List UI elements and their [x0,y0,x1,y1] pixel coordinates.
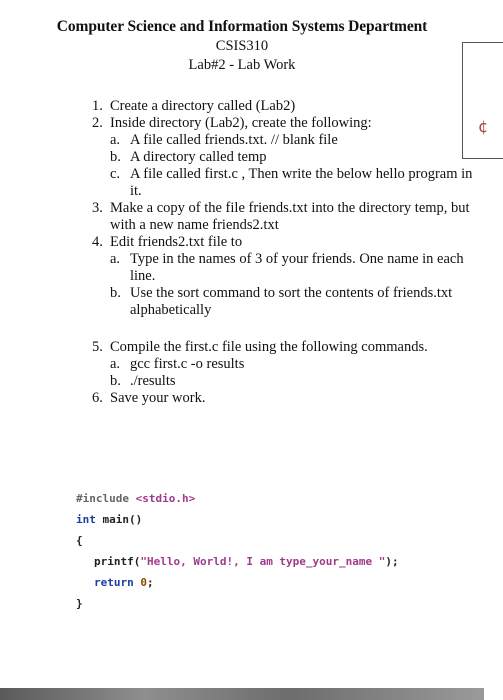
task-3 [92,200,482,234]
code-printf-string: "Hello, World!, I am type_your_name " [140,555,386,568]
code-line-printf [76,551,399,572]
task-number: 6. [92,390,103,406]
subtask-text: gcc first.c -o results [130,356,245,372]
code-open-brace: { [76,534,83,547]
code-line-main [76,509,399,530]
subtask-letter: c. [110,166,121,182]
lab-title: Lab#2 - Lab Work [188,57,296,73]
task-4 [92,234,482,251]
task-2b [92,149,482,166]
code-printf-fn: printf( [94,555,141,568]
subtask-text: Type in the names of 3 of your friends. One name in each line. [130,251,464,284]
subtask-text: Use the sort command to sort the contents of friends.txt alphabetically [130,285,453,318]
task-text: Compile the first.c file using the following commands. [110,339,428,355]
task-5 [92,339,482,356]
subtask-text: A file called first.c , Then write the below hello program in it. [130,166,473,199]
task-2a [92,132,482,149]
subtask-text: ./results [130,373,176,389]
subtask-text: A directory called temp [130,149,267,165]
task-1 [92,98,482,115]
subtask-letter: a. [110,251,121,267]
task-text: Make a copy of the file friends.txt into the directory temp, but with a new name friends2.txt [110,200,470,233]
code-line-close-brace [76,593,399,614]
task-text: Create a directory called (Lab2) [110,98,296,114]
side-mark: ¢ [478,117,489,136]
task-2c [92,166,482,200]
code-main-signature: main() [95,513,143,526]
code-close-brace: } [76,597,83,610]
task-number: 1. [92,98,103,114]
subtask-letter: a. [110,356,121,372]
subtask-letter: b. [110,285,121,301]
task-list [92,98,482,407]
subtask-letter: b. [110,149,121,165]
task-4a [92,251,482,285]
task-2 [92,115,482,132]
code-line-include [76,488,399,509]
task-text: Inside directory (Lab2), create the following: [110,115,372,131]
task-5b [92,373,482,390]
document-header [0,18,484,74]
code-return-keyword: return [94,576,134,589]
subtask-letter: a. [110,132,121,148]
course-code: CSIS310 [215,38,269,54]
task-6 [92,390,482,407]
task-text: Save your work. [110,390,206,406]
task-number: 3. [92,200,103,216]
task-text: Edit friends2.txt file to [110,234,243,250]
code-line-open-brace [76,530,399,551]
task-number: 4. [92,234,103,250]
code-int-keyword: int [76,513,96,526]
code-semicolon: ; [147,576,154,589]
task-4b [92,285,482,319]
code-line-return [76,572,399,593]
subtask-text: A file called friends.txt. // blank file [130,132,338,148]
task-number: 2. [92,115,103,131]
task-5a [92,356,482,373]
code-include-header: <stdio.h> [135,492,196,505]
code-include-keyword: #include [76,492,129,505]
code-snippet [76,488,399,614]
code-return-value: 0 [140,576,147,589]
code-printf-end: ); [385,555,399,568]
bottom-edge-strip [0,688,484,700]
task-number: 5. [92,339,103,355]
department-title: Computer Science and Information Systems Department [56,18,428,35]
subtask-letter: b. [110,373,121,389]
